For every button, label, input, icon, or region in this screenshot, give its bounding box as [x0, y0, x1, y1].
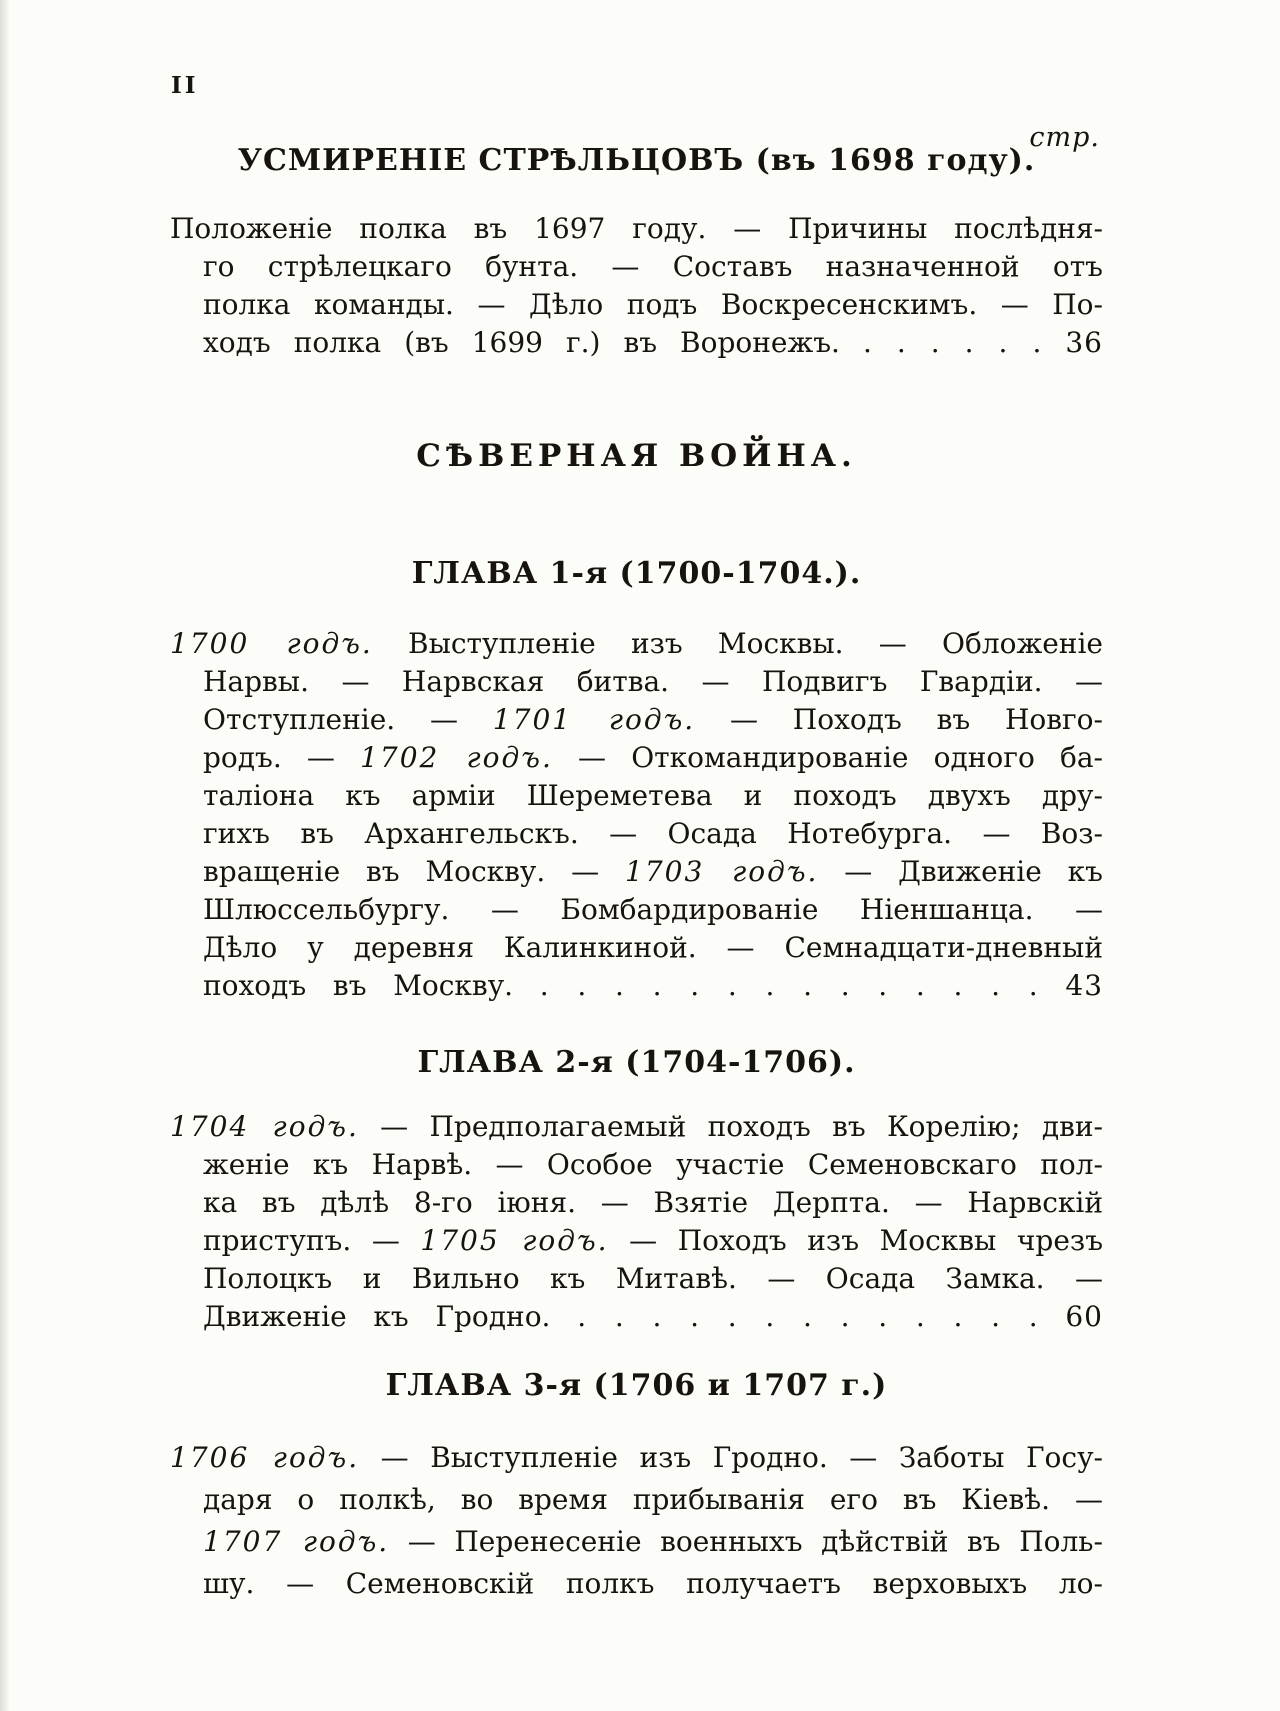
spacer: [513, 969, 540, 1002]
line-text: го стрѣлецкаго бунта. — Составъ назначенной отъ: [203, 250, 1103, 283]
page-number: 60: [1065, 1300, 1103, 1333]
line-text: Положеніе полка въ 1697 году. — Причины послѣдня-: [170, 212, 1103, 245]
toc-line: [170, 1260, 1103, 1298]
line-text: женіе къ Нарвѣ. — Особое участіе Семеновскаго пол-: [203, 1148, 1103, 1181]
line-text: — Выступленіе изъ Гродно. — Заботы Госу-: [359, 1441, 1103, 1474]
page-number: 36: [1065, 326, 1103, 359]
toc-line: [170, 210, 1103, 248]
toc-line: [170, 248, 1103, 286]
section-summary-usmirenie-streltsov: [170, 210, 1103, 362]
spacer: [1042, 326, 1065, 359]
chapter-2-heading: ГЛАВА 2-я (1704-1706).: [417, 1045, 856, 1080]
toc-line: [170, 1108, 1103, 1146]
line-text: гихъ въ Архангельскъ. — Осада Нотебурга. — Воз-: [203, 817, 1103, 850]
toc-line: [170, 815, 1103, 853]
year-label-italic: 1707 годъ.: [203, 1525, 390, 1558]
year-label-italic: 1702 годъ.: [360, 741, 553, 774]
toc-line: [170, 1184, 1103, 1222]
page-number: 43: [1065, 969, 1104, 1002]
toc-line: [170, 1298, 1103, 1336]
chapter-3-heading: ГЛАВА 3-я (1706 и 1707 г.): [385, 1368, 888, 1403]
line-text: Полоцкъ и Вильно къ Митавѣ. — Осада Замка. —: [203, 1262, 1103, 1295]
dot-leader: . . . . . .: [862, 326, 1043, 359]
toc-line: [170, 1563, 1103, 1605]
line-text: Нарвы. — Нарвская битва. — Подвигъ Гвардіи. —: [203, 665, 1103, 698]
toc-line: [170, 967, 1103, 1005]
line-text: — Предполагаемый походъ въ Корелію; дви-: [358, 1110, 1103, 1143]
dot-leader: . . . . . . . . . . . . .: [577, 1300, 1039, 1333]
section-heading-usmirenie-streltsov: УСМИРЕНІЕ СТРѢЛЬЦОВЪ (въ 1698 году).: [237, 143, 1036, 178]
line-text: ка въ дѣлѣ 8-го іюня. — Взятіе Дерпта. — Нарвскій: [203, 1186, 1103, 1219]
spacer: [1039, 1300, 1066, 1333]
toc-line: [170, 286, 1103, 324]
part-heading-severnaya-voyna: СѢВЕРНАЯ ВОЙНА.: [416, 438, 857, 474]
line-text: ходъ полка (въ 1699 г.) въ Воронежъ.: [203, 326, 840, 359]
line-text: — Откомандированіе одного ба-: [552, 741, 1103, 774]
toc-line: [170, 777, 1103, 815]
toc-line: [170, 324, 1103, 362]
line-text: — Походъ въ Новго-: [695, 703, 1104, 736]
line-text: Шлюссельбургу. — Бомбардированіе Ніеншанца. —: [203, 893, 1103, 926]
toc-line: [170, 625, 1103, 663]
line-text: Движеніе къ Гродно.: [203, 1300, 551, 1333]
year-label-italic: 1705 годъ.: [420, 1224, 609, 1257]
line-text: шу. — Семеновскій полкъ получаетъ верховыхъ ло-: [203, 1567, 1103, 1600]
line-text: походъ въ Москву.: [203, 969, 514, 1002]
toc-line: [170, 701, 1103, 739]
line-text: Выступленіе изъ Москвы. — Обложеніе: [372, 627, 1103, 660]
line-text: родъ. —: [203, 741, 361, 774]
chapter-1-summary: [170, 625, 1103, 1005]
toc-line: [170, 1146, 1103, 1184]
year-label-italic: 1703 годъ.: [625, 855, 819, 888]
spacer: [840, 326, 863, 359]
toc-line: [170, 853, 1103, 891]
line-text: даря о полкѣ, во время прибыванія его въ Кіевѣ. —: [203, 1483, 1103, 1516]
chapter-3-summary: [170, 1437, 1103, 1605]
toc-line: [170, 739, 1103, 777]
toc-line: [170, 929, 1103, 967]
chapter-2-summary: [170, 1108, 1103, 1336]
toc-line: [170, 1437, 1103, 1479]
toc-line: [170, 1521, 1103, 1563]
toc-line: [170, 1222, 1103, 1260]
line-text: Отступленіе. —: [203, 703, 493, 736]
line-text: приступъ. —: [203, 1224, 421, 1257]
line-text: таліона къ арміи Шереметева и походъ двухъ дру-: [203, 779, 1103, 812]
toc-line: [170, 891, 1103, 929]
toc-line: [170, 1479, 1103, 1521]
toc-line: [170, 663, 1103, 701]
line-text: вращеніе въ Москву. —: [203, 855, 625, 888]
line-text: — Перенесеніе военныхъ дѣйствій въ Поль-: [389, 1525, 1103, 1558]
year-label-italic: 1701 годъ.: [492, 703, 696, 736]
chapter-1-heading: ГЛАВА 1-я (1700-1704.).: [411, 556, 862, 591]
year-label-italic: 1700 годъ.: [170, 627, 373, 660]
year-label-italic: 1706 годъ.: [170, 1441, 360, 1474]
spacer: [1039, 969, 1066, 1002]
toc-content: [170, 0, 1103, 1605]
line-text: полка команды. — Дѣло подъ Воскресенскимъ. — По-: [203, 288, 1103, 321]
spacer: [550, 1300, 577, 1333]
line-text: — Движеніе къ: [818, 855, 1103, 888]
line-text: — Походъ изъ Москвы чрезъ: [608, 1224, 1104, 1257]
line-text: Дѣло у деревня Калинкиной. — Семнадцати-дневный: [203, 931, 1103, 964]
year-label-italic: 1704 годъ.: [170, 1110, 359, 1143]
page-column-label: стр.: [1029, 122, 1100, 153]
folio-number: II: [171, 72, 199, 99]
dot-leader: . . . . . . . . . . . . . .: [539, 969, 1039, 1002]
